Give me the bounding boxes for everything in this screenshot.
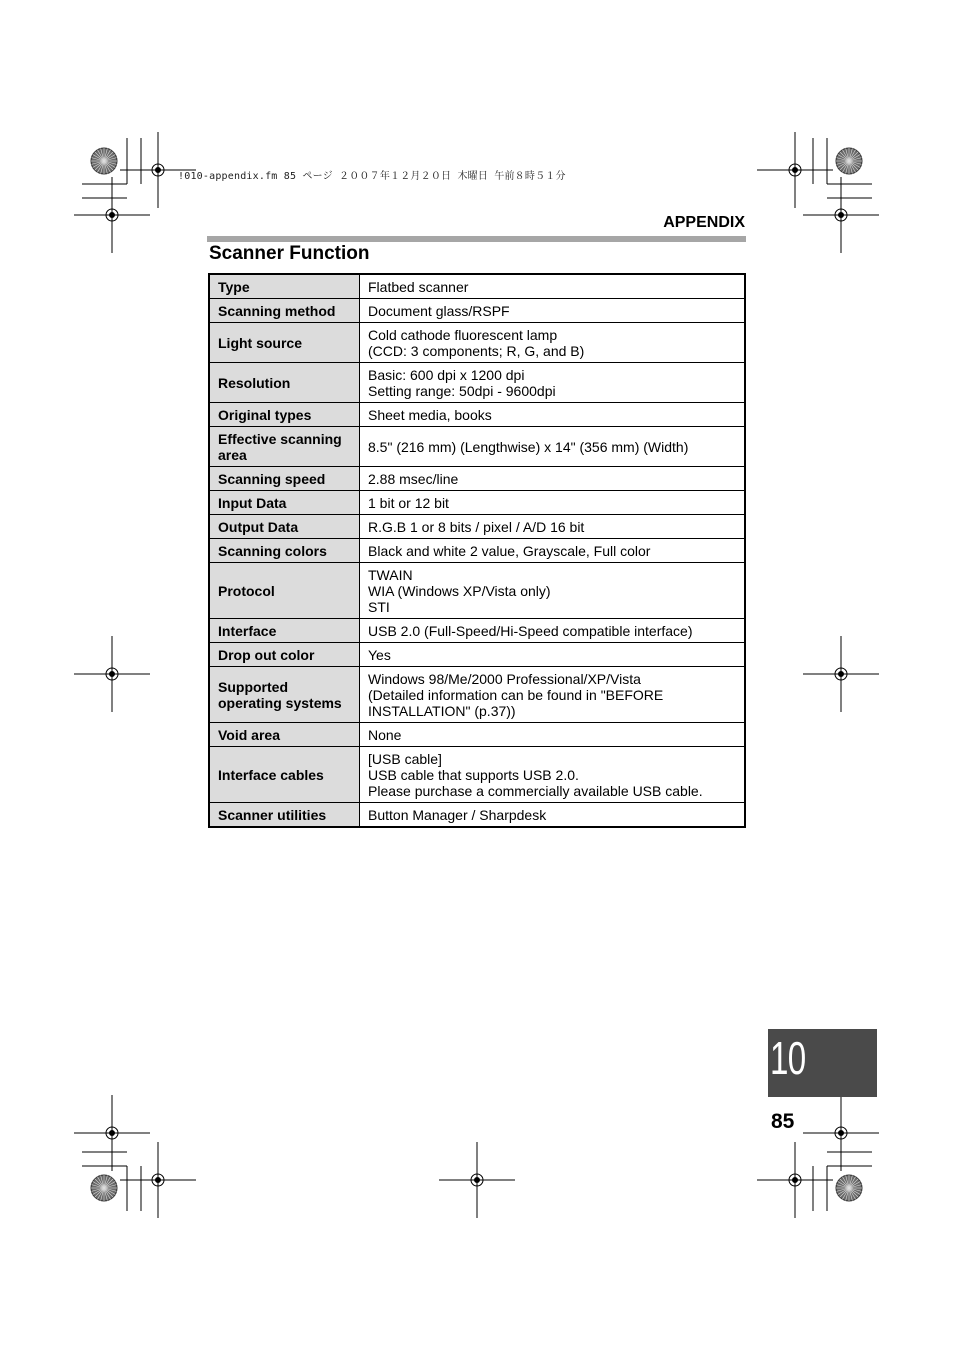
crosshair-dot: [839, 213, 844, 218]
spec-value-line: Setting range: 50dpi - 9600dpi: [368, 383, 556, 399]
spec-value: [360, 803, 746, 828]
spec-value-line: STI: [368, 599, 390, 615]
spec-value-line: 1 bit or 12 bit: [368, 495, 449, 511]
section-label: APPENDIX: [663, 214, 745, 231]
table-row: [209, 563, 745, 619]
spec-label: Void area: [209, 723, 360, 747]
spec-value: [360, 363, 746, 403]
spec-value: [360, 667, 746, 723]
spec-value-line: Cold cathode fluorescent lamp: [368, 327, 558, 343]
spec-value: [360, 427, 746, 467]
spec-value-line: R.G.B 1 or 8 bits / pixel / A/D 16 bit: [368, 519, 585, 535]
file-meta-line: !010-appendix.fm 85 ページ ２００７年１２月２０日 木曜日 午前８時５１分: [178, 171, 566, 182]
table-row: [209, 803, 745, 828]
table-row: [209, 403, 745, 427]
crosshair-dot: [110, 213, 115, 218]
spec-value-line: 8.5" (216 mm) (Lengthwise) x 14" (356 mm) (Width): [368, 439, 689, 455]
spec-value: [360, 323, 746, 363]
table-row: [209, 427, 745, 467]
spec-value-line: USB 2.0 (Full-Speed/Hi-Speed compatible interface): [368, 623, 693, 639]
crosshair-dot: [839, 1131, 844, 1136]
spec-label: Scanning colors: [209, 539, 360, 563]
page-number: 85: [771, 1110, 795, 1133]
crosshair-dot: [793, 1178, 798, 1183]
spec-label: Resolution: [209, 363, 360, 403]
spec-value-line: 2.88 msec/line: [368, 471, 459, 487]
spec-label: Scanner utilities: [209, 803, 360, 828]
table-row: [209, 539, 745, 563]
spec-value: [360, 643, 746, 667]
spec-value-line: Document glass/RSPF: [368, 303, 510, 319]
table-row: [209, 299, 745, 323]
spec-value-line: INSTALLATION" (p.37)): [368, 703, 516, 719]
table-row: [209, 491, 745, 515]
table-row: [209, 323, 745, 363]
spec-value-line: Flatbed scanner: [368, 279, 469, 295]
spec-value-line: (Detailed information can be found in "BEFORE: [368, 687, 664, 703]
spec-value-line: None: [368, 727, 402, 743]
chapter-number: 10: [770, 1032, 806, 1084]
spec-label: Interface: [209, 619, 360, 643]
table-row: [209, 667, 745, 723]
spec-label: Drop out color: [209, 643, 360, 667]
crosshair-dot: [110, 1131, 115, 1136]
section-rule: [207, 236, 746, 242]
crosshair-dot: [110, 672, 115, 677]
spec-value-line: Button Manager / Sharpdesk: [368, 807, 547, 823]
crosshair-dot: [475, 1178, 480, 1183]
spec-value: [360, 619, 746, 643]
spec-label: Supported operating systems: [209, 667, 360, 723]
table-row: [209, 747, 745, 803]
spec-label: Scanning method: [209, 299, 360, 323]
crosshair-dot: [839, 672, 844, 677]
spec-label: Protocol: [209, 563, 360, 619]
page-title: Scanner Function: [209, 243, 370, 264]
spec-value: [360, 515, 746, 539]
spec-value-line: Sheet media, books: [368, 407, 492, 423]
table-row: [209, 515, 745, 539]
spec-label: Original types: [209, 403, 360, 427]
spec-value: [360, 274, 746, 299]
table-row: [209, 274, 745, 299]
spec-value: [360, 467, 746, 491]
spec-value: [360, 403, 746, 427]
spec-label: Light source: [209, 323, 360, 363]
table-row: [209, 723, 745, 747]
spec-value-line: USB cable that supports USB 2.0.: [368, 767, 579, 783]
crosshair-dot: [793, 168, 798, 173]
spec-label: Type: [209, 274, 360, 299]
table-row: [209, 619, 745, 643]
table-row: [209, 467, 745, 491]
spec-value-line: Yes: [368, 647, 391, 663]
spec-label: Output Data: [209, 515, 360, 539]
crosshair-dot: [156, 168, 161, 173]
spec-value: [360, 723, 746, 747]
spec-value-line: Basic: 600 dpi x 1200 dpi: [368, 367, 525, 383]
spec-value-line: Windows 98/Me/2000 Professional/XP/Vista: [368, 671, 641, 687]
spec-label: Interface cables: [209, 747, 360, 803]
spec-value-line: [USB cable]: [368, 751, 442, 767]
spec-label: Input Data: [209, 491, 360, 515]
spec-value-line: TWAIN: [368, 567, 413, 583]
spec-label: Scanning speed: [209, 467, 360, 491]
spec-value: [360, 563, 746, 619]
table-row: [209, 363, 745, 403]
spec-value-line: Black and white 2 value, Grayscale, Full color: [368, 543, 651, 559]
spec-value-line: WIA (Windows XP/Vista only): [368, 583, 551, 599]
spec-value: [360, 539, 746, 563]
spec-value: [360, 491, 746, 515]
crosshair-dot: [156, 1178, 161, 1183]
spec-value-line: (CCD: 3 components; R, G, and B): [368, 343, 585, 359]
spec-value-line: Please purchase a commercially available USB cable.: [368, 783, 703, 799]
spec-value: [360, 747, 746, 803]
spec-table: [208, 273, 746, 828]
spec-label: Effective scanning area: [209, 427, 360, 467]
table-row: [209, 643, 745, 667]
spec-value: [360, 299, 746, 323]
